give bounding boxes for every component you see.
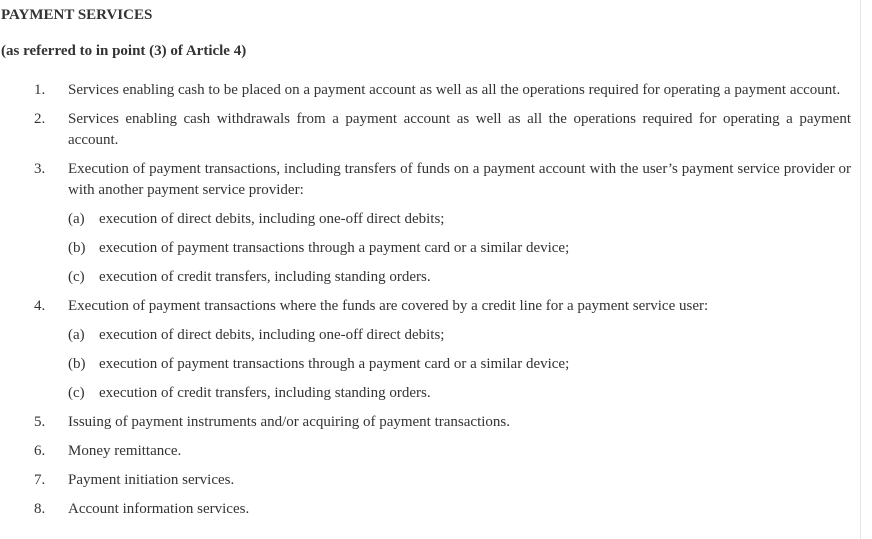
- page-edge-divider: [860, 0, 861, 539]
- list-item: [0, 412, 851, 433]
- sub-item-label: (a): [68, 211, 85, 227]
- sub-list-item: [68, 238, 851, 259]
- sub-item-text: execution of payment transactions through a payment card or a similar device;: [99, 240, 570, 256]
- list-item: [0, 296, 851, 404]
- sub-item-label: (b): [68, 240, 86, 256]
- item-text: Account information services.: [68, 501, 250, 517]
- payment-services-list: [0, 80, 851, 528]
- list-item: [0, 441, 851, 462]
- item-text: Services enabling cash withdrawals from a payment account as well as all the operations required for operating a payment account.: [68, 111, 851, 148]
- sub-list: [68, 209, 851, 288]
- sub-item-text: execution of credit transfers, including standing orders.: [99, 385, 431, 401]
- list-item: [0, 470, 851, 491]
- item-number: 7.: [34, 472, 46, 488]
- item-number: 6.: [34, 443, 46, 459]
- item-number: 8.: [34, 501, 46, 517]
- sub-item-text: execution of credit transfers, including standing orders.: [99, 269, 431, 285]
- item-text: Issuing of payment instruments and/or acquiring of payment transactions.: [68, 414, 510, 430]
- list-item: [0, 109, 851, 151]
- sub-list-item: [68, 383, 851, 404]
- document-title: PAYMENT SERVICES: [1, 7, 153, 23]
- item-number: 3.: [34, 161, 46, 177]
- list-item: [0, 159, 851, 288]
- sub-item-text: execution of payment transactions through a payment card or a similar device;: [99, 356, 570, 372]
- list-item: [0, 499, 851, 520]
- sub-item-label: (c): [68, 385, 85, 401]
- item-number: 5.: [34, 414, 46, 430]
- sub-list-item: [68, 267, 851, 288]
- item-number: 4.: [34, 298, 46, 314]
- item-text: Execution of payment transactions, including transfers of funds on a payment account with the user’s payment service provider or with another payment service provider:: [68, 161, 851, 198]
- list-item: [0, 80, 851, 101]
- sub-item-label: (c): [68, 269, 85, 285]
- item-number: 1.: [34, 82, 46, 98]
- sub-list-item: [68, 354, 851, 375]
- sub-item-label: (b): [68, 356, 86, 372]
- sub-list-item: [68, 209, 851, 230]
- item-number: 2.: [34, 111, 46, 127]
- sub-item-label: (a): [68, 327, 85, 343]
- item-text: Services enabling cash to be placed on a payment account as well as all the operations required for operating a payment account.: [68, 82, 841, 98]
- item-text: Money remittance.: [68, 443, 182, 459]
- item-text: Payment initiation services.: [68, 472, 235, 488]
- sub-item-text: execution of direct debits, including one-off direct debits;: [99, 211, 445, 227]
- sub-item-text: execution of direct debits, including one-off direct debits;: [99, 327, 445, 343]
- sub-list: [68, 325, 851, 404]
- sub-list-item: [68, 325, 851, 346]
- item-text: Execution of payment transactions where the funds are covered by a credit line for a payment service user:: [68, 298, 709, 314]
- document-subtitle: (as referred to in point (3) of Article 4): [1, 43, 247, 59]
